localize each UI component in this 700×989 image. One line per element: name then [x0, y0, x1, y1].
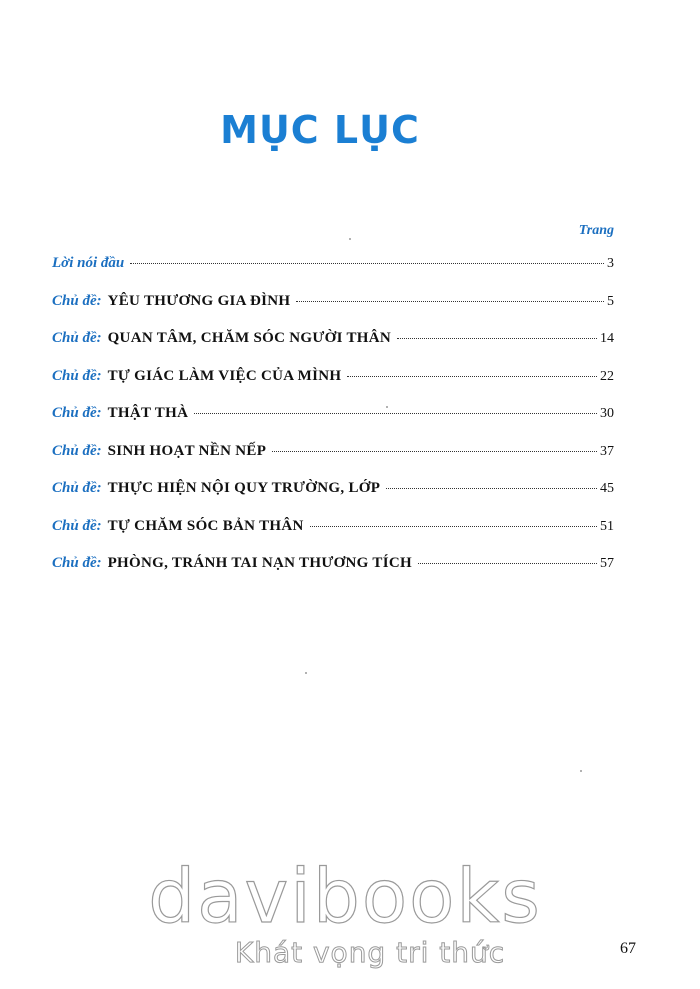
page-column-label: Trang — [578, 223, 614, 238]
watermark-brand: davibooks — [148, 854, 542, 940]
entry-page-number: 30 — [600, 406, 614, 421]
dot-leader — [130, 263, 604, 264]
entry-prefix: Chủ đề: — [52, 292, 102, 309]
scan-speck — [349, 238, 351, 240]
entry-page-number: 5 — [607, 293, 614, 309]
entry-page-number: 51 — [600, 518, 614, 534]
entry-title: SINH HOẠT NỀN NẾP — [107, 442, 267, 459]
dot-leader — [194, 413, 597, 414]
entry-prefix: Chủ đề: — [52, 555, 102, 571]
toc-entry[interactable] — [52, 405, 614, 443]
toc-entry[interactable] — [52, 518, 614, 556]
toc-entry[interactable] — [52, 480, 614, 518]
table-of-contents — [52, 255, 614, 593]
page-number: 67 — [620, 940, 636, 957]
entry-page-number: 45 — [600, 481, 614, 496]
entry-prefix: Chủ đề: — [52, 330, 102, 346]
dot-leader — [347, 376, 597, 377]
scan-speck — [580, 770, 582, 772]
toc-entry[interactable] — [52, 443, 614, 481]
dot-leader — [296, 301, 604, 302]
entry-title: TỰ CHĂM SÓC BẢN THÂN — [107, 517, 304, 534]
dot-leader — [310, 526, 597, 527]
entry-title: THỰC HIỆN NỘI QUY TRƯỜNG, LỚP — [107, 480, 381, 496]
entry-prefix: Chủ đề: — [52, 480, 102, 496]
entry-prefix: Chủ đề: — [52, 442, 102, 459]
toc-entry[interactable] — [52, 330, 614, 368]
entry-title: PHÒNG, TRÁNH TAI NẠN THƯƠNG TÍCH — [107, 555, 412, 571]
watermark — [0, 854, 700, 970]
toc-entry[interactable] — [52, 555, 614, 593]
toc-entry[interactable] — [52, 368, 614, 406]
entry-page-number: 14 — [600, 331, 614, 346]
scan-speck — [386, 406, 388, 408]
entry-prefix: Chủ đề: — [52, 367, 102, 384]
entry-title: THẬT THÀ — [107, 405, 189, 421]
entry-page-number: 37 — [600, 443, 614, 459]
scan-speck — [305, 672, 307, 674]
dot-leader — [418, 563, 597, 564]
entry-page-number: 22 — [600, 368, 614, 384]
toc-entry[interactable] — [52, 293, 614, 331]
toc-entry[interactable] — [52, 255, 614, 293]
entry-title: QUAN TÂM, CHĂM SÓC NGƯỜI THÂN — [107, 330, 392, 346]
entry-page-number: 3 — [607, 256, 614, 271]
dot-leader — [386, 488, 597, 489]
watermark-tagline: Khát vọng tri thức — [234, 936, 506, 969]
page-title: MỤC LỤC — [220, 108, 420, 152]
entry-prefix: Chủ đề: — [52, 405, 102, 421]
entry-page-number: 57 — [600, 556, 614, 571]
entry-title: TỰ GIÁC LÀM VIỆC CỦA MÌNH — [107, 367, 342, 384]
entry-prefix: Lời nói đầu — [52, 255, 125, 271]
entry-prefix: Chủ đề: — [52, 517, 102, 534]
dot-leader — [397, 338, 597, 339]
entry-title: YÊU THƯƠNG GIA ĐÌNH — [107, 292, 291, 309]
dot-leader — [272, 451, 597, 452]
